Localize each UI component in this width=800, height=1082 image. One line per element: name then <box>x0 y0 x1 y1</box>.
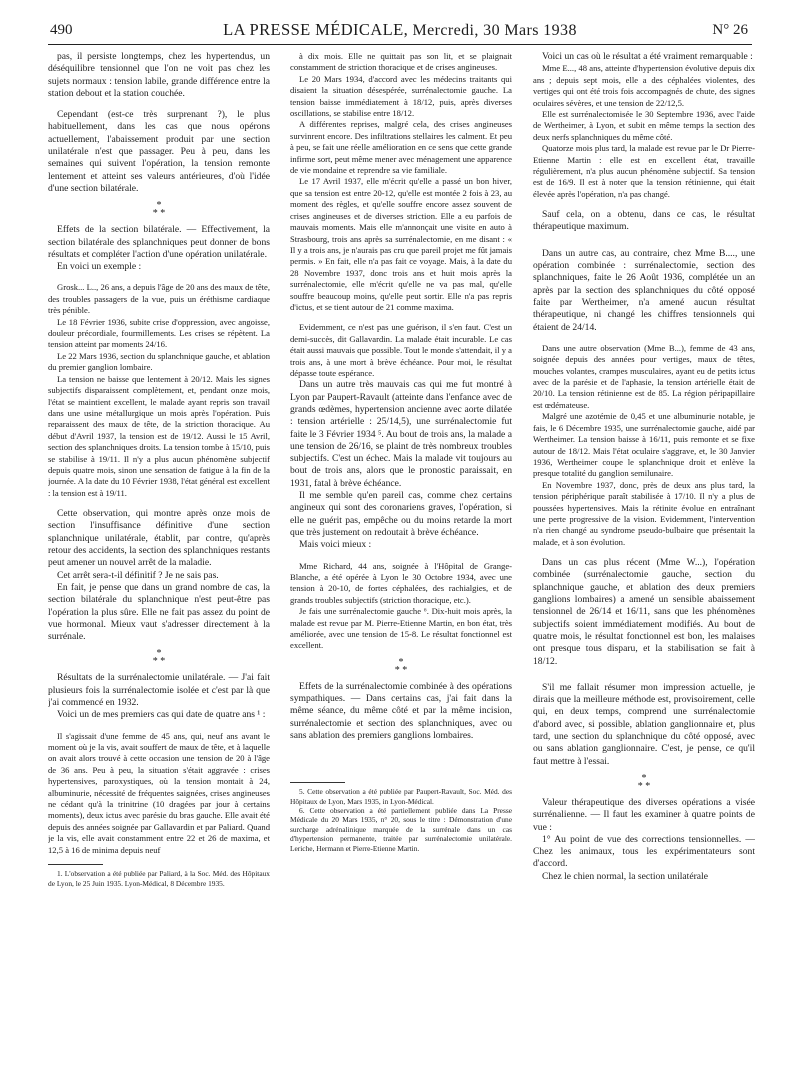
paragraph: 1° Au point de vue des corrections tensionnelles. — Chez les animaux, tous les expérimentateurs sont d'accord. <box>533 833 755 870</box>
case-paragraph: Dans une autre observation (Mme B...), femme de 43 ans, soignée depuis des années pour vertiges, maux de têtes, mouches volantes, crampes musculaires, ayant eu de petits ictus avec de la parésie et de l'aphasie, la tension artérielle était de 20/10. La tension rétinienne est de 85. La région péripapillaire est œdémateuse. <box>533 342 755 410</box>
paragraph: Cependant (est-ce très surprenant ?), le plus habituellement, dans les cas que nous opérons actuellement, l'abaissement produit par une section unilatérale n'est que passager. Peu à peu, dans les semaines qui suivent l'opération, la tension remonte lentement et atteint ses valeurs antérieures, d'où l'idée d'une section bilatérale. <box>48 109 270 194</box>
paragraph: Dans un autre cas, au contraire, chez Mme B...., une opération combinée : surrénalectomie, section des splanchniques, faite le 26 Août 1936, complétée un an après par la section des splanchniques du côté opposé faite par Wertheimer, n'a amené aucun résultat thérapeutique, ni changé les chiffres tensionnels qui étaient de 24/14. <box>533 247 755 333</box>
case-paragraph: Grosk... L.., 26 ans, a depuis l'âge de 20 ans des maux de tête, des troubles passagers de la vue, puis un éréthisme cardiaque très pénible. <box>48 282 270 316</box>
footnote-rule <box>290 782 345 783</box>
case-paragraph: La tension ne baisse que lentement à 20/12. Mais les signes subjectifs disparaissent complètement, et, pendant onze mois, l'état se maintient excellent, le malade ayant repris son travail dans une usine métallurgique un mois après l'opération. Puis reparaissent des maux de tête, de la striction thoracique. Au début d'Avril 1937, la tension est de 19/12. Aussi le 15 Avril, section des splanchniques droits. La tension tombe à 15/10, puis se stabilise à 19/11. Il n'y a plus aucun phénomène subjectif depuis quatre mois, sinon une sensation de fatigue à la fin de la journée. A la date du 10 Février 1938, l'état général est excellent : la tension est à 19/11. <box>48 373 270 498</box>
paragraph: Voici un cas où le résultat a été vraiment remarquable : <box>542 51 753 62</box>
paragraph: Il me semble qu'en pareil cas, comme chez certains angineux qui sont des coronariens graves, l'opération, si elle ne guérit pas, empêche ou du moins retarde la mort que très justement on redoutait à brève échéance. <box>290 490 512 538</box>
case-paragraph: Le 18 Février 1936, subite crise d'oppression, avec angoisse, douleur précordiale, fourmillements. Les crises se répètent. La tension atteint par moments 24/16. <box>48 316 270 350</box>
paragraph: Chez le chien normal, la section unilatérale <box>542 870 708 882</box>
section-heading-combined: Effets de la surrénalectomie combinée à des opérations sympathiques. — Dans certains cas, j'ai fait dans la même séance, du même côté et par la même incision, surrénalectomie et section des splanchniques, avec ou sans ablation des premiers ganglions lombaires. <box>290 680 512 741</box>
paragraph: Voici un de mes premiers cas qui date de quatre ans ¹ : <box>57 709 266 721</box>
paragraph: Cette observation, qui montre après onze mois de section l'insuffisance définitive d'une section splanchnique unilatérale, établit, par contre, qu'après retour des accidents, la section des splanchniques restants peut amener un nouvel arrêt de la maladie. <box>48 508 270 569</box>
paragraph: En voici un exemple : <box>57 261 142 273</box>
column-1 <box>48 51 270 1072</box>
page-number: 490 <box>50 22 73 38</box>
case-paragraph: Quatorze mois plus tard, la malade est revue par le Dr Pierre-Etienne Martin : elle est en excellent état, travaille régulièrement, n'a plus aucun phénomène subjectif. Sa tension est de 16/9. Il est à noter que la tension rétinienne, qui était élevée après l'opération, n'a pas changé. <box>533 143 755 199</box>
paragraph: En fait, je pense que dans un grand nombre de cas, la section bilatérale du splanchnique n'est peut-être pas l'opération la plus sûre. Elle ne fait pas assez du point de vue hormonal. Mieux vaut s'adresser directement à la surrénale. <box>48 581 270 643</box>
column-3 <box>533 51 755 1072</box>
issue-date: Mercredi, 30 Mars 1938 <box>412 22 577 39</box>
paragraph: Evidemment, ce n'est pas une guérison, il s'en faut. C'est un demi-succès, dit Gallavardin. La malade était incurable. Le cas était aussi mauvais que possible. Tout le monde s'attendait, il y a trois ans, à une mort à brève échéance. Pour moi, le résultat dépasse toute espérance. <box>290 322 512 378</box>
section-heading-unilateral: Résultats de la surrénalectomie unilatérale. — J'ai fait plusieurs fois la surrénalectomie isolée et c'est par là que j'ai commencé en 1932. <box>48 672 270 709</box>
case-paragraph: Le 22 Mars 1936, section du splanchnique gauche, et ablation du premier ganglion lombaire. <box>48 350 270 373</box>
section-heading-therapeutic-value: Valeur thérapeutique des diverses opérations a visée surrénalienne. — Il faut les examiner à quatre points de vue : <box>533 796 755 833</box>
case-paragraph: Je fais une surrénalectomie gauche ⁶. Dix-huit mois après, la malade est revue par M. Pierre-Etienne Martin, en bon état, très améliorée, avec une tension de 15-8. Le résultat fonctionnel est excellent. <box>290 606 512 651</box>
footnote: 1. L'observation a été publiée par Paliard, à la Soc. Méd. des Hôpitaux de Lyon, le 25 Juin 1935. Lyon-Médical, 8 Décembre 1935. <box>48 869 270 888</box>
case-paragraph: Il s'agissait d'une femme de 45 ans, qui, neuf ans avant le moment où je la vis, avait souffert de maux de tête, et à laquelle on avait alors trouvé à cette occasion une tension de 20 à l'âge de 36 ans. Peu à peu, la situation s'était aggravée : crises hypertensives, paroxystiques, où la tension montait à 24, albuminurie, nécessité de fréquentes saignées, crises angineuses ne cédant qu'à la trinitrine (10 dragées par jour à certains moments), deux ictus avec parésie du bras gauche. Elle avait été depuis des années soignée par Gallavardin et par Paliard. Quand je la vis, elle avait constamment entre 22 et 26 de maxima, et 12,5 à 16 de minima depuis neuf <box>48 730 270 855</box>
journal-title-line <box>48 20 752 40</box>
footnote: 6. Cette observation a été partiellement publiée dans La Presse Médicale du 20 Mars 1935, n° 20, sous le titre : Démonstration d'une surcharge adrénalinique marquée de la surrénale dans un cas d'hypertension permanente, traitée par surrénalectomie unilatérale. Leriche, Hermann et Pierre-Etienne Martin. <box>290 806 512 853</box>
section-separator: * * * <box>152 200 166 220</box>
journal-title: LA PRESSE MÉDICALE, <box>223 20 409 39</box>
paragraph: Sauf cela, on a obtenu, dans ce cas, le résultat thérapeutique maximum. <box>533 209 755 233</box>
case-paragraph: Mme Richard, 44 ans, soignée à l'Hôpital de Grange-Blanche, a été opérée à Lyon le 30 Octobre 1934, avec une tension à 20-10, de fortes céphalées, des rachialgies, et de grands troubles subjectifs (striction thoracique, etc.). <box>290 560 512 605</box>
paragraph: Dans un cas plus récent (Mme W...), l'opération combinée (surrénalectomie gauche, section du splanchnique gauche, et ablation des deux premiers ganglions lombaires) a amené un sensible abaissement tensionnel de 26/14 et 16/11, sans que les phénomènes subjectifs soient immédiatement modifiés. Au bout de quatre mois, le résultat fonctionnel est bon, les malaises ont presque tous disparu, et la stabilisation se fait à 18/12. <box>533 557 755 667</box>
paragraph: S'il me fallait résumer mon impression actuelle, je dirais que la meilleure méthode est, provisoirement, celle qui, en deux temps, comprend une surrénalectomie d'abord avec, si possible, ablation ganglionnaire et, plus tard, une section du splanchnique du côté opposé, avec ou sans ablation ganglionnaire. C'est, je pense, ce qu'il faut mettre à l'essai. <box>533 681 755 767</box>
case-paragraph: En Novembre 1937, donc, près de deux ans plus tard, la tension périphérique paraît stabilisée à 17/10. Il n'y a plus de poussées hypertensives. Mais la rétinite évolue en entraînant une perte progressive de la vision. Evidemment, l'intervention n'a rien changé au syndrome pseudo-bulbaire que présentait la malade, et à son évolution. <box>533 479 755 547</box>
column-2 <box>290 51 512 1072</box>
case-paragraph: Le 20 Mars 1934, d'accord avec les médecins traitants qui disaient la situation désespérée, surrénalectomie gauche. La tension baisse immédiatement à 18/12, puis, après diverses oscillations, se stabilise entre 18/12. <box>290 73 512 119</box>
paragraph: Dans un autre très mauvais cas qui me fut montré à Lyon par Paupert-Ravault (atteinte dans l'enfance avec de grands œdèmes, hypertension ancienne avec aorte dilatée : tension artérielle : 25/14,5), une surrénalectomie fut faite le 3 Février 1934 ⁵. Au bout de trois ans, la malade a une tension de 26/16, se plaint de très nombreux troubles subjectifs. C'est un échec. Mais la malade vit toujours au bout de trois ans, alors que le pronostic paraissait, en 1931, fatal à brève échéance. <box>290 379 512 489</box>
section-heading-bilateral: Effets de la section bilatérale. — Effectivement, la section bilatérale des splanchniques peut donner de bons résultats et compléter l'action d'une opération unilatérale. <box>48 224 270 260</box>
paragraph: Mais voici mieux : <box>299 539 372 551</box>
case-paragraph: Mme E..., 48 ans, atteinte d'hypertension évolutive depuis dix ans ; depuis sept mois, elle a des céphalées violentes, des vertiges qui ont été trois fois accompagnés de chute, des signes oculaires sévères, et une tension de 22/12,5. <box>533 63 755 108</box>
footnote-rule <box>48 864 103 865</box>
case-paragraph: Malgré une azotémie de 0,45 et une albuminurie notable, je fais, le 6 Décembre 1935, une surrénalectomie gauche, aidé par Wertheimer. La tension baisse à 16/11, puis remonte et se fixe autour de 18/12. Mais l'état oculaire s'aggrave, et, le 30 Janvier 1936, Wertheimer coupe le splanchnique droit et enlève la presque totalité du ganglion semilunaire. <box>533 411 755 479</box>
section-separator: * * * <box>637 772 651 792</box>
case-paragraph: Le 17 Avril 1937, elle m'écrit qu'elle a passé un bon hiver, que sa tension est entre 20-12, qu'elle est montée 2 fois à 23, au moment des règles, et qu'elle souffre encore assez souvent de crises angineuses et de diverses striction. Elle a eu parfois de mauvais moments. Mais elle m'annonçait une visite en auto à Strasbourg, trois ans après sa surrénalectomie, en me disant : « Il y a trois ans, je n'aurais pas cru que pareil projet me fût jamais permis. » En fait, elle n'a pas fait ce voyage. Mais, à la date du 28 Novembre 1937, donc trois ans et huit mois après la surrénalectomie, elle m'écrit qu'elle ne va pas mal, qu'elle souffre beaucoup moins, qu'elle peut sortir. Elle n'a pas repris d'ictus, et se tient autour de 21 comme maxima. <box>290 176 512 312</box>
page-header <box>48 20 752 45</box>
issue-number: N° 26 <box>712 22 748 38</box>
footnote: 5. Cette observation a été publiée par Paupert-Ravault, Soc. Méd. des Hôpitaux de Lyon, Mars 1935, in Lyon-Médical. <box>290 787 512 806</box>
paragraph: Cet arrêt sera-t-il définitif ? Je ne sais pas. <box>57 569 219 581</box>
section-separator: * * * <box>152 648 166 668</box>
paragraph: pas, il persiste longtemps, chez les hypertendus, un déséquilibre tensionnel que l'on ne voit pas chez les sujets normaux : tension labile, grande différence entre la station debout et la station couchée. <box>48 51 270 99</box>
case-paragraph: A différentes reprises, malgré cela, des crises angineuses survinrent encore. Des infiltrations stellaires les calment. Et peu à peu, se fait une réelle amélioration en ce sens que cette grande infirme sort, peut même mener avec ménagement une apparence de vie mondaine et reprendre sa vie familiale. <box>290 119 512 176</box>
case-paragraph: Elle est surrénalectomisée le 30 Septembre 1936, avec l'aide de Wertheimer, à Lyon, et subit en même temps la section des deux nerfs splanchniques du même côté. <box>533 108 755 142</box>
case-paragraph: à dix mois. Elle ne quittait pas son lit, et se plaignait constamment de striction thoracique et de crises angineuses. <box>290 51 512 73</box>
section-separator: * * * <box>394 656 408 676</box>
